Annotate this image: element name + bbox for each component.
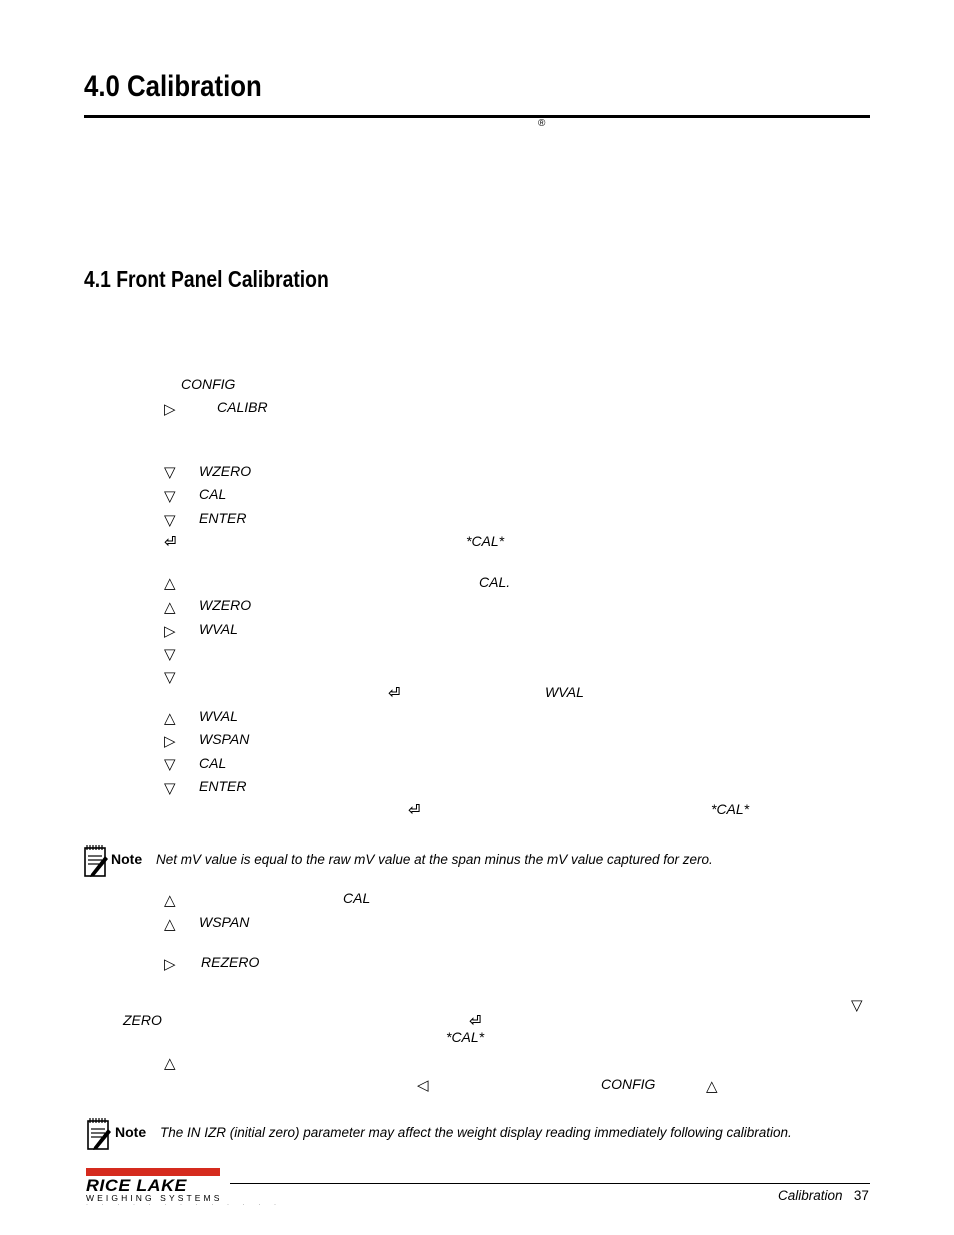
up-arrow-icon: △ xyxy=(164,574,176,592)
down-arrow-icon: ▽ xyxy=(164,645,176,663)
left-arrow-icon: ◁ xyxy=(417,1076,429,1094)
wval-label: WVAL xyxy=(199,621,238,637)
wzero-label: WZERO xyxy=(199,463,252,479)
config-menu-label: CONFIG xyxy=(601,1076,656,1092)
logo-red-bar xyxy=(86,1168,220,1176)
up-arrow-icon: △ xyxy=(164,709,176,727)
right-arrow-icon: ▷ xyxy=(164,400,176,418)
wspan-label: WSPAN xyxy=(199,914,250,930)
cal-label: CAL xyxy=(199,755,227,771)
right-arrow-icon: ▷ xyxy=(164,732,176,750)
logo-dots: · · · · · · · · · · · · · xyxy=(86,1202,282,1208)
enter-key-icon: ⏎ xyxy=(164,533,177,551)
company-logo-subtitle: WEIGHING SYSTEMS xyxy=(86,1193,223,1203)
down-arrow-icon: ▽ xyxy=(164,463,176,481)
zero-key-label: ZERO xyxy=(123,1012,162,1028)
down-arrow-icon: ▽ xyxy=(851,996,863,1014)
cal-label: CAL xyxy=(199,486,227,502)
down-arrow-icon: ▽ xyxy=(164,668,176,686)
cal-busy-label: *CAL* xyxy=(446,1029,485,1045)
company-logo: RICE LAKE xyxy=(86,1176,187,1195)
calibr-menu-label: CALIBR xyxy=(217,399,268,415)
enter-label: ENTER xyxy=(199,778,247,794)
section-heading: 4.1 Front Panel Calibration xyxy=(84,266,329,292)
wval-label: WVAL xyxy=(545,684,584,700)
config-menu-label: CONFIG xyxy=(181,376,236,392)
up-arrow-icon: △ xyxy=(164,891,176,909)
note-pad-icon xyxy=(83,844,109,878)
page-number: 37 xyxy=(853,1188,869,1203)
registered-mark: ® xyxy=(538,118,546,129)
enter-key-icon: ⏎ xyxy=(388,684,401,702)
rezero-label: REZERO xyxy=(201,954,260,970)
up-arrow-icon: △ xyxy=(706,1077,718,1095)
note-label: Note xyxy=(111,851,143,867)
note-text: Net mV value is equal to the raw mV value at the span minus the mV value captured for zero. xyxy=(156,852,713,867)
cal-busy-label: *CAL* xyxy=(466,533,505,549)
down-arrow-icon: ▽ xyxy=(164,511,176,529)
up-arrow-icon: △ xyxy=(164,1054,176,1072)
right-arrow-icon: ▷ xyxy=(164,955,176,973)
up-arrow-icon: △ xyxy=(164,598,176,616)
wspan-label: WSPAN xyxy=(199,731,250,747)
cal-label: CAL xyxy=(343,890,371,906)
wval-label: WVAL xyxy=(199,708,238,724)
enter-key-icon: ⏎ xyxy=(408,801,421,819)
note-pad-icon xyxy=(86,1117,112,1151)
note-text: The IN IZR (initial zero) parameter may affect the weight display reading immediately following calibration. xyxy=(160,1125,792,1140)
note-label: Note xyxy=(115,1124,147,1140)
enter-key-icon: ⏎ xyxy=(469,1012,482,1030)
down-arrow-icon: ▽ xyxy=(164,755,176,773)
cal-busy-label: *CAL* xyxy=(711,801,750,817)
right-arrow-icon: ▷ xyxy=(164,622,176,640)
down-arrow-icon: ▽ xyxy=(164,487,176,505)
footer-rule xyxy=(230,1183,870,1184)
heading-rule xyxy=(84,115,870,118)
footer-section: Calibration xyxy=(778,1188,843,1203)
chapter-heading: 4.0 Calibration xyxy=(84,70,262,103)
cal-dot-label: CAL. xyxy=(479,574,511,590)
enter-label: ENTER xyxy=(199,510,247,526)
wzero-label: WZERO xyxy=(199,597,252,613)
up-arrow-icon: △ xyxy=(164,915,176,933)
down-arrow-icon: ▽ xyxy=(164,779,176,797)
footer-page-info xyxy=(778,1188,869,1203)
